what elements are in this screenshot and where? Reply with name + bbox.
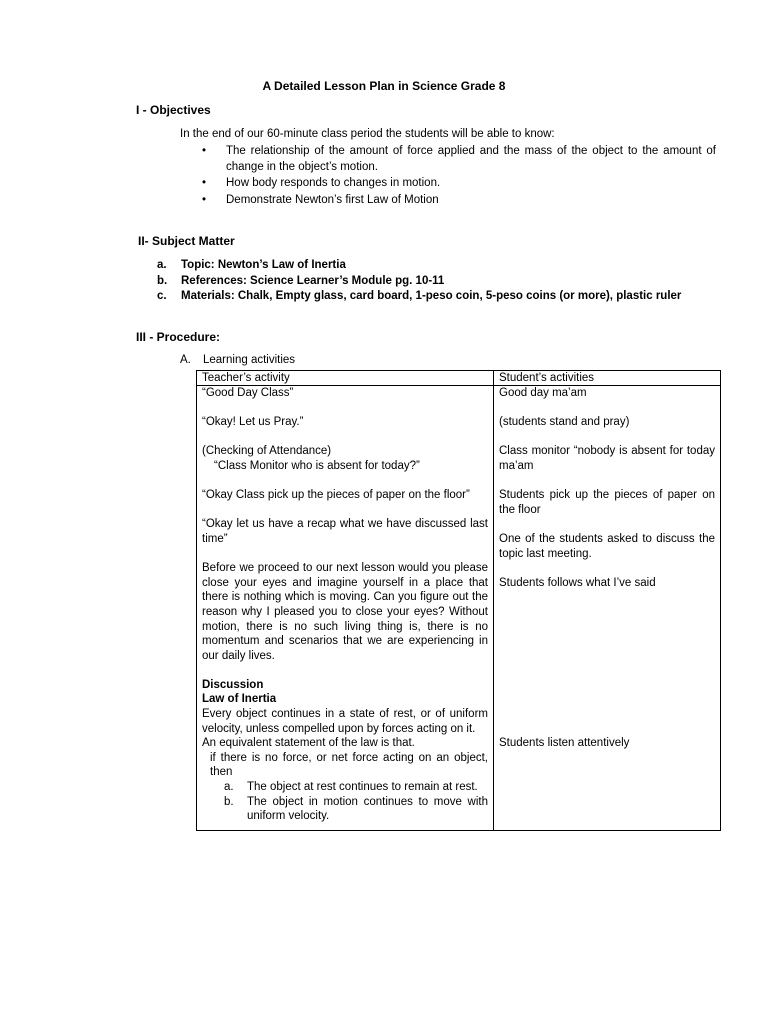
subject-matter-item: a. Topic: Newton’s Law of Inertia <box>157 259 346 271</box>
activities-table <box>196 370 721 831</box>
list-item: b. The object in motion continues to move with uniform velocity. <box>224 795 488 823</box>
learning-activities-label: A. Learning activities <box>180 354 296 366</box>
subject-matter-item: b. References: Science Learner’s Module pg. 10-11 <box>157 274 445 287</box>
subject-matter-item: c. Materials: Chalk, Empty glass, card board, 1-peso coin, 5-peso coins (or more), plastic ruler <box>157 290 682 302</box>
document-title: A Detailed Lesson Plan in Science Grade 8 <box>262 79 506 93</box>
student-activity-cell: Good day ma’am (students stand and pray) Class monitor “nobody is absent for today ma’am Students pick up the pieces of paper on the floor One of the students asked to discuss the topic last meeting. Students follows what I’ve said Students listen attentively <box>494 386 721 831</box>
objectives-heading: I - Objectives <box>136 103 211 117</box>
student-column-header: Student’s activities <box>494 371 721 386</box>
bullet-icon: • <box>202 177 207 189</box>
objective-item: • Demonstrate Newton’s first Law of Motion <box>200 193 716 209</box>
objective-item: • The relationship of the amount of force applied and the mass of the object to the amount of change in the object’s motion. <box>202 145 716 173</box>
inertia-sub-list <box>202 780 488 824</box>
teacher-column-header: Teacher’s activity <box>197 371 494 386</box>
teacher-activity-cell: “Good Day Class” “Okay! Let us Pray.” (Checking of Attendance) “Class Monitor who is absent for today?” “Okay Class pick up the pieces of paper on the floor” “Okay let us have a recap what we have discussed last time” Before we proceed to our next lesson would you please close your eyes and imagine yourself in a place that there is nothing which is moving. Can you figure out the reason why I pleased you to close your eyes? Without motion, there is no such living thing is, there is no momentum and scenarios that we are experiencing in our daily lives. Discussion Law of Inertia Every object continues in a state of rest, or of uniform velocity, unless compelled upon by forces acting on it. An equivalent statement of the law is that. if there is no force, or net force acting on an object, then a. The object at rest continues to remain at rest. b. The object in motion continues to move with uniform velocity. <box>197 386 494 831</box>
objectives-list <box>200 144 716 209</box>
discussion-label: Discussion <box>202 678 264 691</box>
list-item: a. The object at rest continues to remain at rest. <box>224 781 478 794</box>
bullet-icon: • <box>202 193 207 206</box>
bullet-icon: • <box>202 145 207 157</box>
procedure-heading: III - Procedure: <box>136 330 221 344</box>
subject-matter-list <box>157 258 727 305</box>
objectives-intro: In the end of our 60-minute class period the students will be able to know: <box>180 128 555 140</box>
law-label: Law of Inertia <box>202 693 277 706</box>
subject-matter-heading: II- Subject Matter <box>138 234 235 248</box>
objective-item: • How body responds to changes in motion. <box>200 176 716 192</box>
